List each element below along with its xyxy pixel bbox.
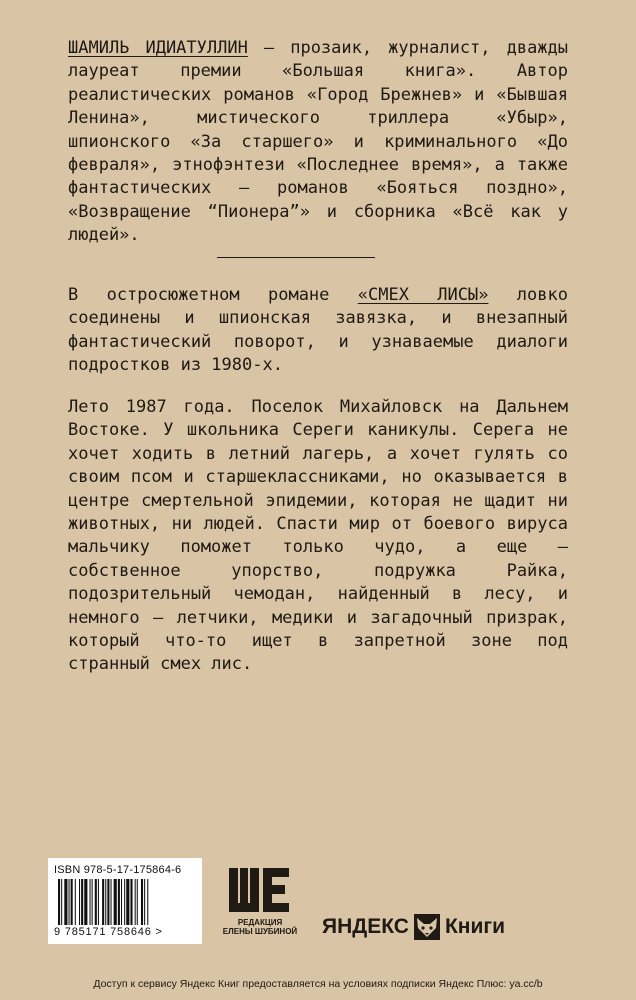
barcode-bars-icon	[54, 879, 196, 925]
yandex-logo-right: Книги	[444, 915, 506, 938]
book-title: «СМЕХ ЛИСЫ»	[357, 285, 489, 305]
author-bio-paragraph	[68, 37, 568, 248]
barcode-digits: 9 785171 758646 >	[54, 926, 163, 938]
intro-text-after: ловко соединены и шпионская завязка, и внезапный фантастический поворот, и узнаваемые диалоги подростков из 1980-х.	[68, 285, 568, 376]
author-name: ШАМИЛЬ ИДИАТУЛЛИН	[68, 38, 248, 58]
yandex-logo-left: ЯНДЕКС	[322, 915, 409, 938]
book-plot-paragraph: Лето 1987 года. Поселок Михайловск на Дальнем Востоке. У школьника Сереги каникулы. Серега не хочет ходить в летний лагерь, а хочет гулять со своим псом и старшеклассниками, но оказывается в центре смертельной эпидемии, которая не щадит ни животных, ни людей. Спасти мир от боевого вируса мальчику поможет только чудо, а еще — собственное упорство, подружка Райка, подозрительный чемодан, найденный в лесу, и немного — летчики, медики и загадочный призрак, который что-то ищет в запретной зоне под странный смех лис.	[68, 397, 568, 675]
isbn-label: ISBN 978-5-17-175864-6	[54, 864, 182, 876]
book-intro-paragraph	[68, 284, 568, 378]
book-intro	[68, 284, 568, 378]
book-plot	[68, 396, 568, 677]
fox-icon	[414, 914, 440, 940]
barcode-box	[48, 858, 202, 944]
author-bio	[68, 37, 568, 248]
publisher-line-1: РЕДАКЦИЯ	[237, 918, 283, 927]
section-divider	[217, 257, 375, 258]
yandex-books-logo	[322, 912, 505, 942]
intro-text-before: В остросюжетном романе	[68, 285, 358, 305]
publisher-line-2: ЕЛЕНЫ ШУБИНОЙ	[222, 927, 298, 936]
footer-notice: Доступ к сервису Яндекс Книг предоставляется на условиях подписки Яндекс Плюс: ya.cc/b	[93, 978, 543, 990]
author-bio-text: — прозаик, журналист, дважды лауреат премии «Большая книга». Автор реалистических романов «Город Брежнев» и «Бывшая Ленина», мистического триллера «Убыр», шпионского «За старшего» и криминального «До февраля», этнофэнтези «Последнее время», а также фантастических — романов «Бояться поздно», «Возвращение “Пионера”» и сборника «Всё как у людей».	[68, 38, 569, 246]
